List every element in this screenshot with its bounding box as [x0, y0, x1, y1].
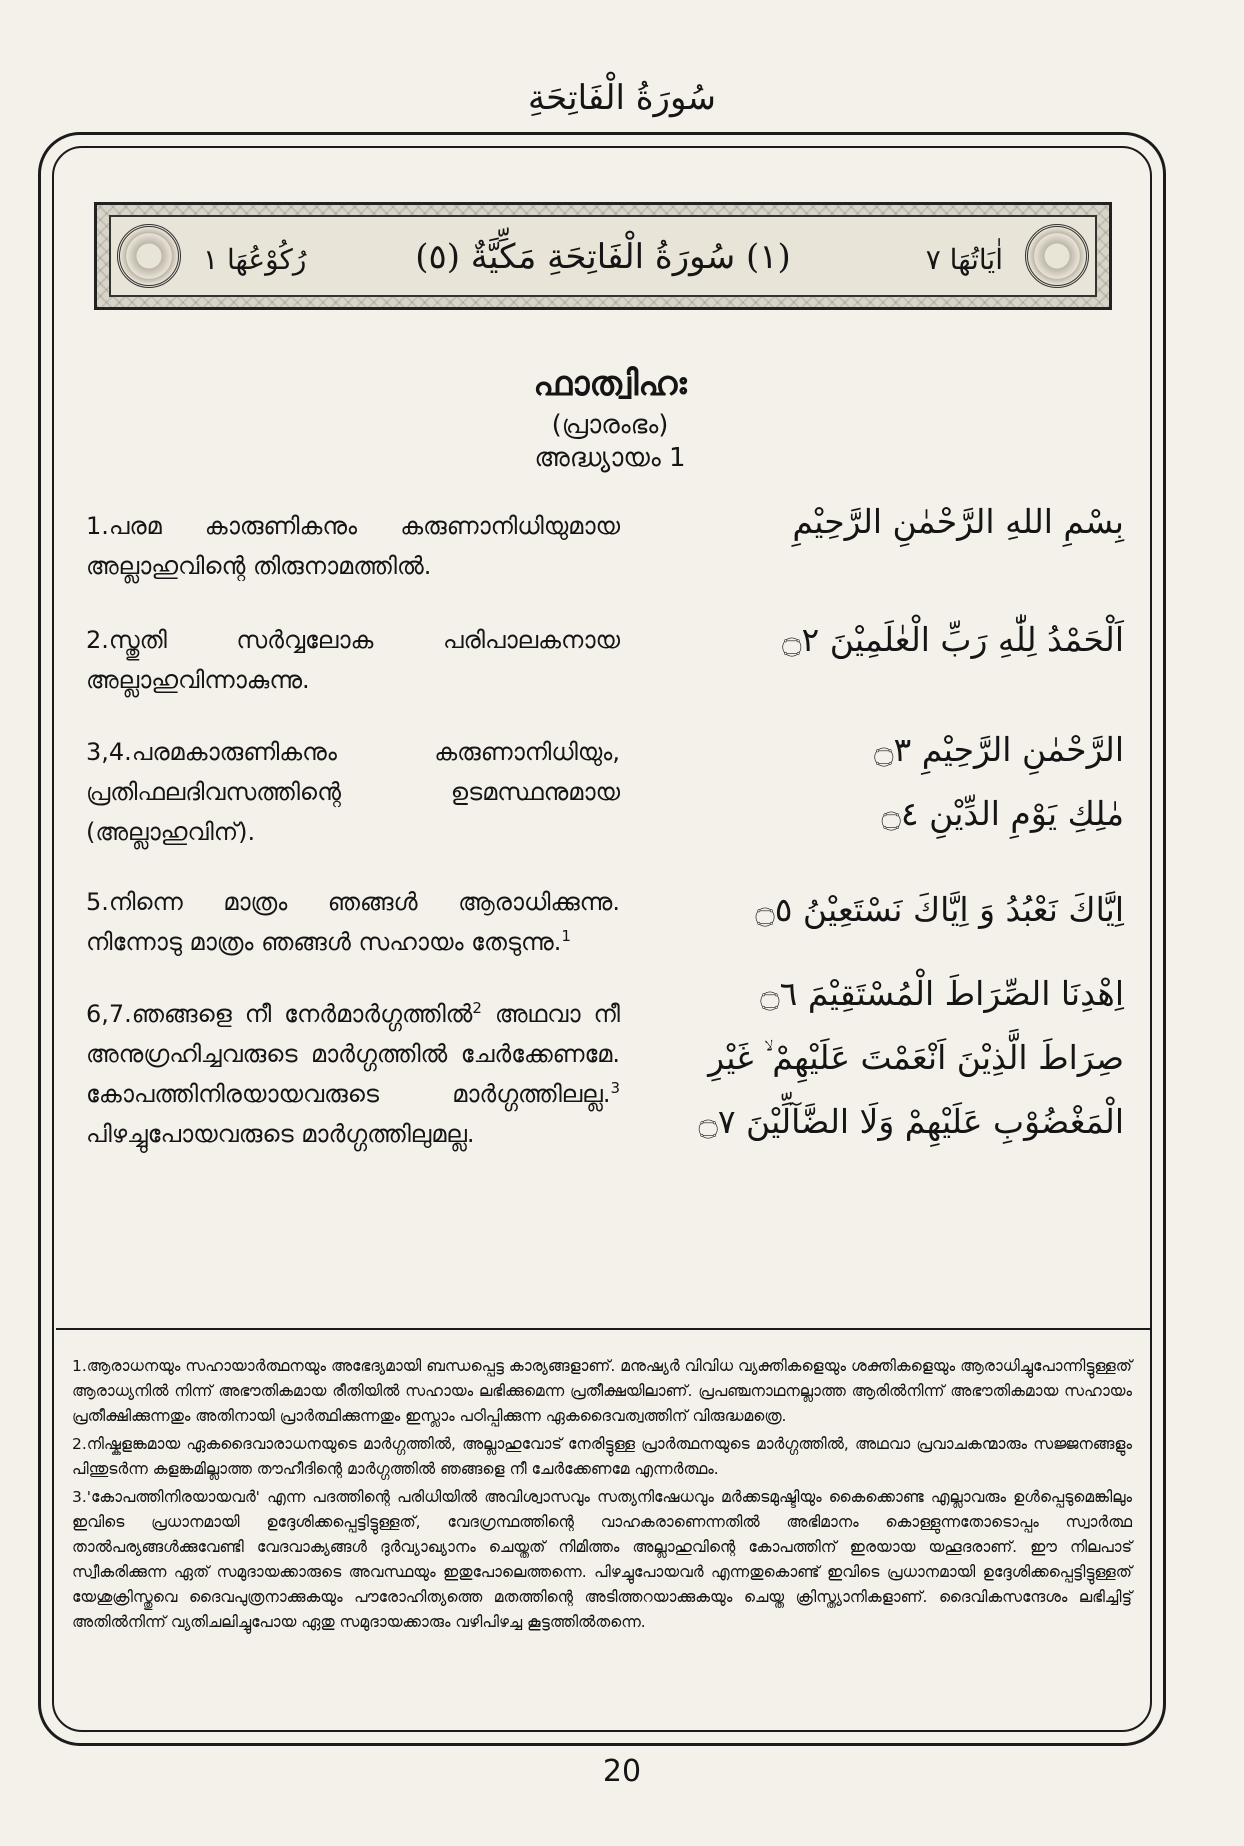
arabic-verse-line: الرَّحْمٰنِ الرَّحِيْمِ ۝٣	[874, 730, 1124, 769]
verse-translation-text: 6,7.ഞങ്ങളെ നീ നേർമാർഗ്ഗത്തിൽ	[86, 1000, 473, 1028]
footnote: 1.ആരാധനയും സഹായാർത്ഥനയും അഭേദ്യമായി ബന്ധപ്പെട്ട കാര്യങ്ങളാണ്. മനുഷ്യർ വിവിധ വ്യക്തികളെയും ശക്തികളെയും ആരാധിച്ചുപോന്നിട്ടുള്ളത് ആരാധ്യനിൽ നിന്ന് അഭൗതികമായ രീതിയിൽ സഹായം ലഭിക്കുമെന്ന പ്രതീക്ഷയിലാണ്. പ്രപഞ്ചനാഥനല്ലാത്ത ആരിൽനിന്ന് അഭൗതികമായ സഹായം പ്രതീക്ഷിക്കുന്നതും അതിനായി പ്രാർത്ഥിക്കുന്നതും ഇസ്ലാം പഠിപ്പിക്കുന്ന ഏകദൈവത്വത്തിന് വിരുദ്ധമത്രെ.	[72, 1357, 1132, 1425]
chapter-number: അദ്ധ്യായം 1	[534, 443, 686, 473]
banner-verse-count: اٰيَاتُهَا ٧	[925, 243, 1003, 276]
chapter-heading	[340, 362, 880, 474]
arabic-verse-line: اِيَّاكَ نَعْبُدُ وَ اِيَّاكَ نَسْتَعِيْنُ ۝٥	[755, 890, 1124, 929]
footnotes	[72, 1354, 1132, 1638]
footnote-ref[interactable]: 3	[610, 1079, 620, 1097]
page-number: 20	[602, 1754, 642, 1789]
verse-translation-text: അഥവാ നീ അനുഗ്രഹിച്ചവരുടെ മാർഗ്ഗത്തിൽ ചേർക്കേണമേ. കോപത്തിനിരയായവരുടെ മാർഗ്ഗത്തിലല്ല.	[86, 1000, 620, 1108]
verse-translation: 3,4.പരമകാരുണികനും കരുണാനിധിയും, പ്രതിഫലദിവസത്തിന്റെ ഉടമസ്ഥനുമായ (അല്ലാഹുവിന്).	[86, 738, 620, 846]
verse-translation	[86, 994, 620, 1154]
footnote: 2.നിഷ്കളങ്കമായ ഏകദൈവാരാധനയുടെ മാർഗ്ഗത്തിൽ, അല്ലാഹുവോട് നേരിട്ടുള്ള പ്രാർത്ഥനയുടെ മാർഗ്ഗത്തിൽ, അഥവാ പ്രവാചകന്മാരും സജ്ജനങ്ങളും പിന്തുടർന്ന കളങ്കമില്ലാത്ത തൗഹീദിന്റെ മാർഗ്ഗത്തിൽ ഞങ്ങളെ നീ ചേർക്കേണമേ എന്നർത്ഥം.	[72, 1435, 1132, 1478]
surah-banner	[94, 202, 1112, 310]
chapter-meaning: (പ്രാരംഭം)	[551, 410, 669, 440]
banner-panel	[109, 215, 1097, 297]
footnote-ref[interactable]: 2	[472, 999, 482, 1017]
banner-surah-title: (١) سُورَةُ الْفَاتِحَةِ مَكِّيَّةٌ (٥)	[415, 237, 791, 277]
arabic-verse-line: اَلْحَمْدُ لِلّٰهِ رَبِّ الْعٰلَمِيْنَ ۝٢	[782, 620, 1124, 659]
verse-translation-text: പിഴച്ചുപോയവരുടെ മാർഗ്ഗത്തിലുമല്ല.	[86, 1120, 475, 1148]
footnote-ref[interactable]: 1	[561, 927, 571, 945]
arabic-verse-line: الْمَغْضُوْبِ عَلَيْهِمْ وَلَا الضَّآلِّيْنَ ۝٧	[698, 1102, 1124, 1141]
verse-translation: 2.സ്തുതി സർവ്വലോക പരിപാലകനായ അല്ലാഹുവിന്നാകുന്നു.	[86, 626, 620, 694]
arabic-verse-line: مٰلِكِ يَوْمِ الدِّيْنِ ۝٤	[881, 794, 1124, 833]
footnote: 3.'കോപത്തിനിരയായവർ' എന്ന പദത്തിന്റെ പരിധിയിൽ അവിശ്വാസവും സത്യനിഷേധവും മർക്കടമുഷ്ടിയും കൈക്കൊണ്ട എല്ലാവരും ഉൾപ്പെടുമെങ്കിലും ഇവിടെ പ്രധാനമായി ഉദ്ദേശിക്കപ്പെട്ടിട്ടുള്ളത്, വേദഗ്രന്ഥത്തിന്റെ വാഹകരാണെന്നതിൽ അഭിമാനം കൊള്ളുന്നതോടൊപ്പം സ്വാർത്ഥ താൽപര്യങ്ങൾക്കുവേണ്ടി വേദവാക്യങ്ങൾ ദുർവ്യാഖ്യാനം ചെയ്തത് നിമിത്തം അല്ലാഹുവിന്റെ കോപത്തിന് ഇരയായ യഹൂദരാണ്. ഈ നിലപാട് സ്വീകരിക്കുന്ന ഏത് സമുദായക്കാരുടെ അവസ്ഥയും ഇതുപോലെത്തന്നെ. പിഴച്ചുപോയവർ എന്നതുകൊണ്ട് ഇവിടെ പ്രധാനമായി ഉദ്ദേശിക്കപ്പെട്ടിട്ടുള്ളത് യേശുക്രിസ്തുവെ ദൈവപുത്രനാക്കുകയും പൗരോഹിത്യത്തെ മതത്തിന്റെ അടിത്തറയാക്കുകയും ചെയ്ത ക്രിസ്ത്യാനികളാണ്. ദൈവികസന്ദേശം ലഭിച്ചിട്ട് അതിൽനിന്ന് വ്യതിചലിച്ചുപോയ ഏതു സമുദായക്കാരും വഴിപിഴച്ച കൂട്ടത്തിൽതന്നെ.	[72, 1488, 1132, 1631]
banner-ruku-count: رُكُوْعُهَا ١	[203, 243, 307, 276]
running-head: سُورَةُ الْفَاتِحَةِ	[527, 78, 717, 118]
arabic-verse-line: صِرَاطَ الَّذِيْنَ اَنْعَمْتَ عَلَيْهِمْ ۙ غَيْرِ	[708, 1038, 1124, 1077]
verse-translation	[86, 882, 620, 962]
chapter-title: ഫാത്വിഹഃ	[533, 364, 687, 404]
footnote-divider	[56, 1328, 1150, 1330]
arabic-verse-line: بِسْمِ اللهِ الرَّحْمٰنِ الرَّحِيْمِ	[792, 502, 1124, 541]
verse-translation: 1.പരമ കാരുണികനും കരുണാനിധിയുമായ അല്ലാഹുവിന്റെ തിരുനാമത്തിൽ.	[86, 512, 620, 580]
verse-translation-text: 5.നിന്നെ മാത്രം ഞങ്ങൾ ആരാധിക്കുന്നു. നിന്നോടു മാത്രം ഞങ്ങൾ സഹായം തേടുന്നു.	[86, 888, 620, 956]
arabic-verse-line: اِهْدِنَا الصِّرَاطَ الْمُسْتَقِيْمَ ۝٦	[760, 974, 1124, 1013]
